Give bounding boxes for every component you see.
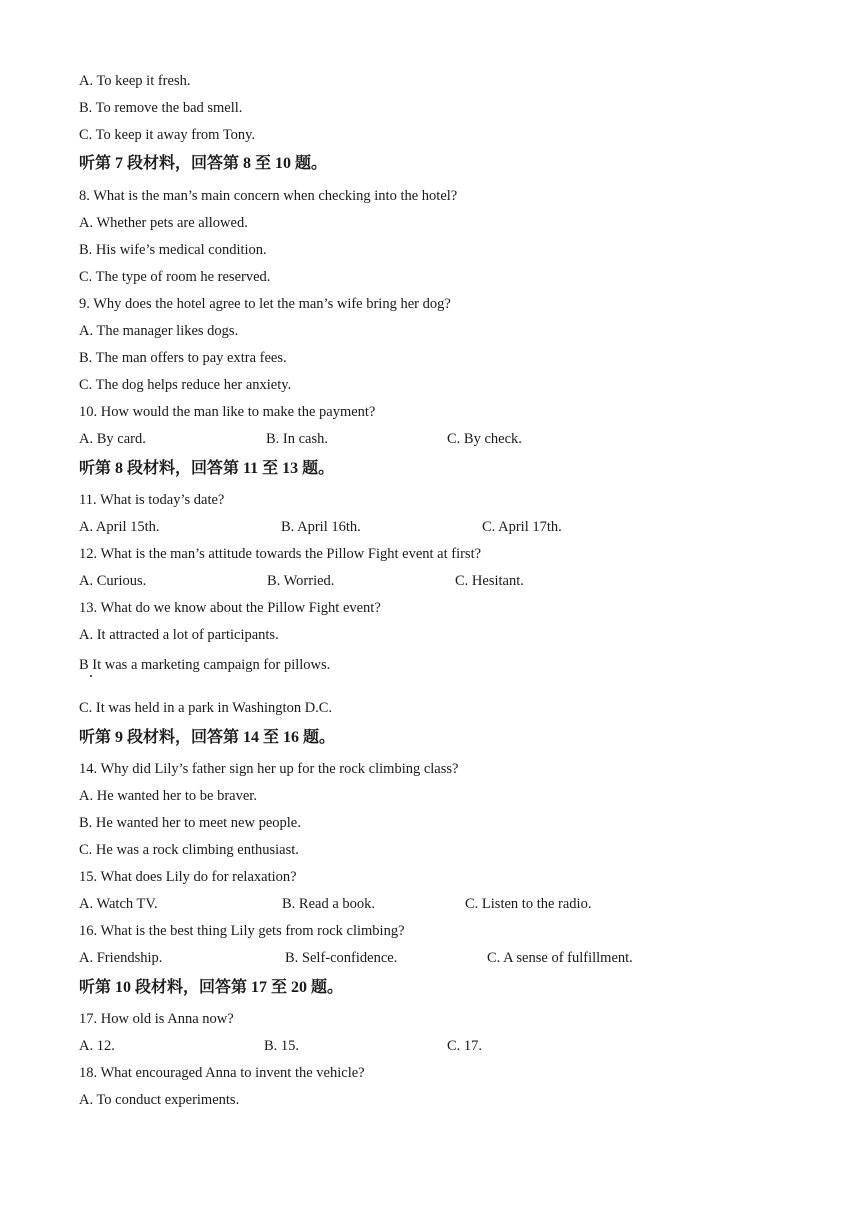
question-line: 12. What is the man’s attitude towards the Pillow Fight event at first?	[79, 546, 482, 562]
option-line: A. It attracted a lot of participants.	[79, 627, 279, 643]
option-line: B. His wife’s medical condition.	[79, 242, 267, 258]
option-line: C. He was a rock climbing enthusiast.	[79, 842, 299, 858]
question-line: 13. What do we know about the Pillow Fight event?	[79, 600, 381, 616]
option-a: A. By card.	[79, 431, 146, 447]
option-line: A. To keep it fresh.	[79, 73, 191, 89]
option-line: B. The man offers to pay extra fees.	[79, 350, 287, 366]
option-b: B. 15.	[264, 1038, 300, 1054]
option-c: C. Hesitant.	[455, 573, 524, 589]
question-line: 14. Why did Lily’s father sign her up for the rock climbing class?	[79, 761, 459, 777]
option-line: C. It was held in a park in Washington D.C.	[79, 700, 333, 716]
option-b: B. Worried.	[267, 573, 335, 589]
option-c: C. A sense of fulfillment.	[487, 950, 633, 966]
option-line: B. To remove the bad smell.	[79, 100, 243, 116]
option-c: C. By check.	[447, 431, 522, 447]
option-a: A. Friendship.	[79, 950, 163, 966]
option-line: A. To conduct experiments.	[79, 1092, 240, 1108]
question-line: 15. What does Lily do for relaxation?	[79, 869, 297, 885]
option-a: A. April 15th.	[79, 519, 160, 535]
question-line: 10. How would the man like to make the payment?	[79, 404, 376, 420]
option-line: A. He wanted her to be braver.	[79, 788, 257, 804]
option-a: A. 12.	[79, 1038, 115, 1054]
option-b: B. In cash.	[266, 431, 329, 447]
question-line: 8. What is the man’s main concern when checking into the hotel?	[79, 188, 458, 204]
section-heading: 听第 7 段材料，回答第 8 至 10 题。	[79, 155, 328, 172]
section-heading: 听第 8 段材料，回答第 11 至 13 题。	[79, 460, 335, 477]
option-line: C. The dog helps reduce her anxiety.	[79, 377, 292, 393]
option-a: A. Curious.	[79, 573, 147, 589]
stray-mark	[90, 675, 92, 677]
option-b: B. April 16th.	[281, 519, 361, 535]
option-line: C. To keep it away from Tony.	[79, 127, 256, 143]
question-line: 18. What encouraged Anna to invent the vehicle?	[79, 1065, 365, 1081]
option-line: A. Whether pets are allowed.	[79, 215, 248, 231]
option-line: A. The manager likes dogs.	[79, 323, 239, 339]
section-heading: 听第 10 段材料，回答第 17 至 20 题。	[79, 979, 344, 996]
option-line: B. He wanted her to meet new people.	[79, 815, 301, 831]
option-a: A. Watch TV.	[79, 896, 158, 912]
section-heading: 听第 9 段材料，回答第 14 至 16 题。	[79, 729, 336, 746]
option-line: C. The type of room he reserved.	[79, 269, 271, 285]
question-line: 17. How old is Anna now?	[79, 1011, 234, 1027]
option-c: C. Listen to the radio.	[465, 896, 592, 912]
question-line: 9. Why does the hotel agree to let the man’s wife bring her dog?	[79, 296, 451, 312]
option-b: B. Self-confidence.	[285, 950, 398, 966]
option-c: C. 17.	[447, 1038, 483, 1054]
question-line: 16. What is the best thing Lily gets from rock climbing?	[79, 923, 405, 939]
question-line: 11. What is today’s date?	[79, 492, 225, 508]
option-line: B It was a marketing campaign for pillows.	[79, 657, 331, 673]
option-b: B. Read a book.	[282, 896, 376, 912]
option-c: C. April 17th.	[482, 519, 562, 535]
